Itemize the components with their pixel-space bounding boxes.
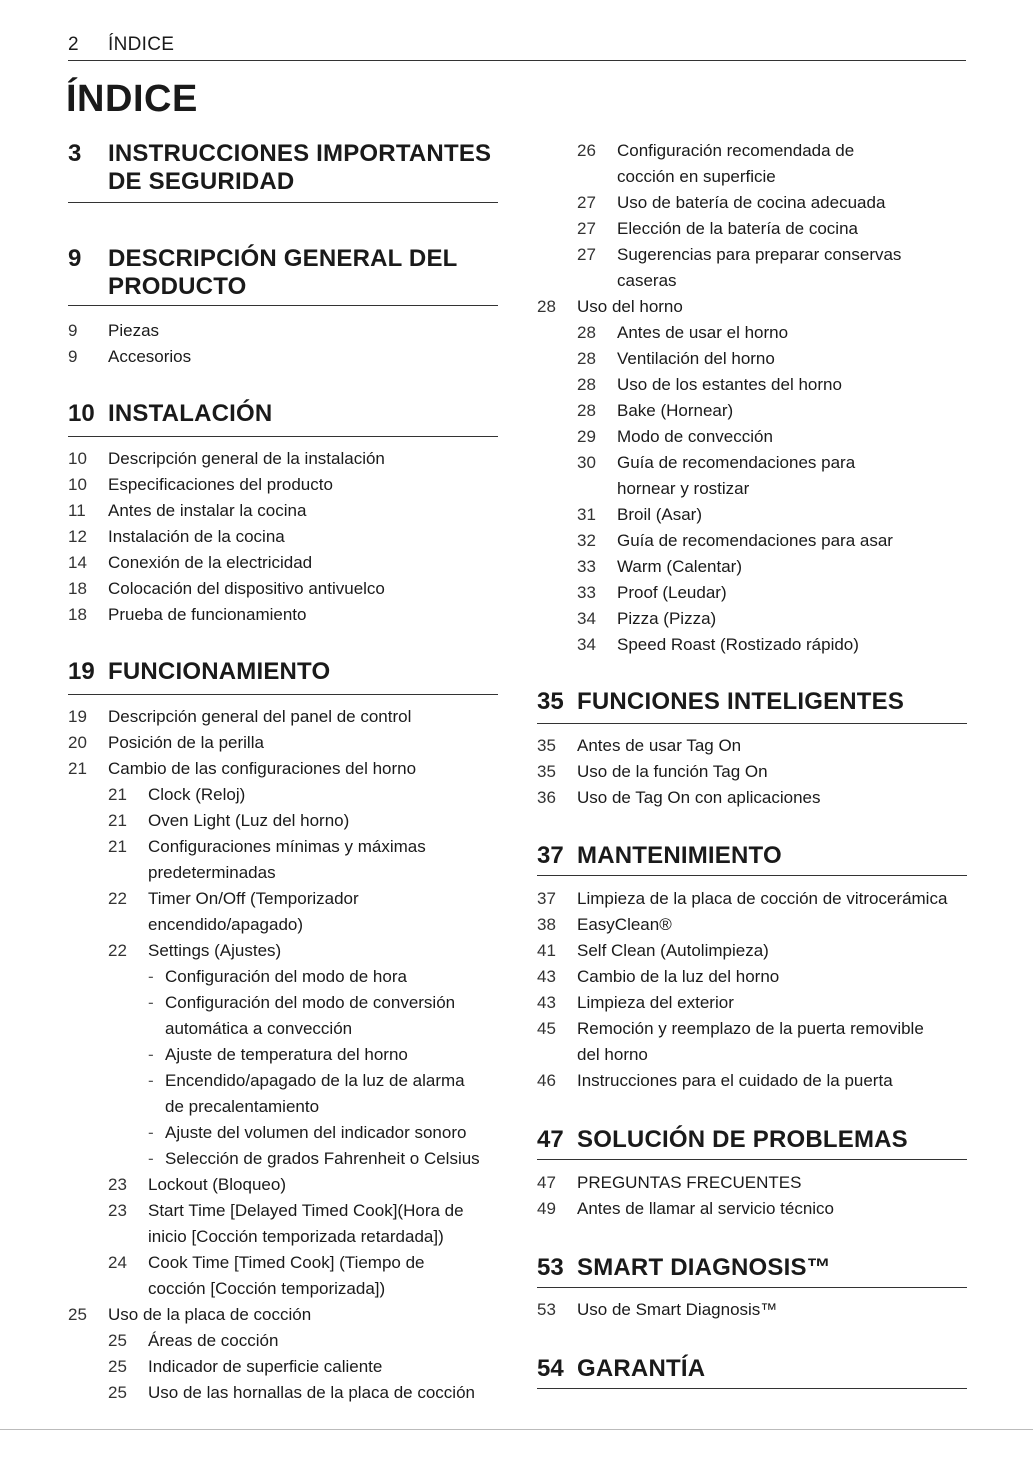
subentry-title: Ajuste del volumen del indicador sonoro — [165, 1123, 467, 1142]
entry-title-cont: inicio [Cocción temporizada retardada]) — [148, 1227, 444, 1246]
entry-page: 25 — [108, 1383, 127, 1402]
entry-title: Modo de convección — [617, 427, 773, 446]
entry-title: Speed Roast (Rostizado rápido) — [617, 635, 859, 654]
entry-title: Uso de batería de cocina adecuada — [617, 193, 886, 212]
toc-entry[interactable] — [537, 1068, 893, 1094]
entry-title: Uso de la placa de cocción — [108, 1305, 312, 1324]
toc-entry[interactable] — [108, 938, 281, 964]
section-title: INSTALACIÓN — [108, 400, 273, 427]
entry-page: 45 — [537, 1019, 556, 1038]
running-head-title: ÍNDICE — [108, 34, 175, 55]
entry-page: 29 — [577, 427, 596, 446]
entry-title: Antes de llamar al servicio técnico — [577, 1199, 835, 1218]
toc-entry[interactable] — [537, 785, 821, 811]
dash: - — [148, 967, 154, 986]
entry-title: Antes de instalar la cocina — [108, 501, 307, 520]
entry-title-cont: hornear y rostizar — [617, 479, 750, 498]
section-title: GARANTÍA — [577, 1355, 706, 1382]
entry-title: PREGUNTAS FRECUENTES — [577, 1173, 802, 1192]
subentry-title: Encendido/apagado de la luz de alarma — [165, 1071, 465, 1090]
toc-section-53[interactable] — [537, 1254, 967, 1288]
entry-page: 43 — [537, 967, 556, 986]
toc-entry[interactable] — [108, 1198, 464, 1250]
entry-page: 22 — [108, 889, 127, 908]
toc-entry[interactable] — [68, 704, 411, 730]
entry-title: Proof (Leudar) — [617, 583, 727, 602]
entry-title: Uso del horno — [577, 297, 683, 316]
entry-page: 33 — [577, 557, 596, 576]
subentry-title: Selección de grados Fahrenheit o Celsius — [165, 1149, 480, 1168]
entry-page: 12 — [68, 527, 87, 546]
toc-entry[interactable] — [577, 580, 727, 606]
section-page: 35 — [537, 688, 564, 715]
entry-title: EasyClean® — [577, 915, 672, 934]
entry-title-cont: cocción en superficie — [617, 167, 776, 186]
entry-page: 31 — [577, 505, 596, 524]
page-number: 2 — [68, 34, 79, 55]
subentry-title: Configuración del modo de conversión — [165, 993, 456, 1012]
toc-section-3[interactable] — [68, 140, 498, 203]
entry-page: 35 — [537, 762, 556, 781]
entry-title: Elección de la batería de cocina — [617, 219, 858, 238]
entry-page: 9 — [68, 321, 78, 340]
entry-page: 23 — [108, 1175, 127, 1194]
dash: - — [148, 1123, 154, 1142]
entry-page: 27 — [577, 219, 596, 238]
entry-title: Configuración recomendada de — [617, 141, 855, 160]
toc-entry[interactable] — [537, 964, 779, 990]
subentry-title-cont: de precalentamiento — [165, 1097, 320, 1116]
toc-entry[interactable] — [577, 242, 901, 294]
entry-page: 28 — [537, 297, 556, 316]
entry-page: 28 — [577, 323, 596, 342]
entry-title: Descripción general del panel de control — [108, 707, 412, 726]
toc-entry[interactable] — [577, 138, 854, 190]
entry-page: 25 — [108, 1357, 127, 1376]
entry-title: Accesorios — [108, 347, 192, 366]
entry-page: 11 — [68, 501, 86, 520]
entry-page: 47 — [537, 1173, 556, 1192]
entry-page: 19 — [68, 707, 87, 726]
toc-section-54[interactable] — [537, 1355, 967, 1389]
entry-page: 37 — [537, 889, 556, 908]
page-title: ÍNDICE — [66, 78, 198, 120]
entry-title: Uso de Smart Diagnosis™ — [577, 1300, 778, 1319]
toc-entry[interactable] — [537, 912, 672, 938]
section-page: 54 — [537, 1355, 564, 1382]
entry-page: 32 — [577, 531, 596, 550]
section-title: SMART DIAGNOSIS™ — [577, 1254, 831, 1281]
entry-page: 10 — [68, 475, 87, 494]
toc-entry[interactable] — [577, 216, 858, 242]
section-page: 47 — [537, 1126, 564, 1153]
toc-entry[interactable] — [537, 1170, 802, 1196]
entry-title: Instalación de la cocina — [108, 527, 285, 546]
toc-section-10[interactable] — [68, 400, 498, 437]
toc-section-35[interactable] — [537, 688, 967, 724]
toc-entry[interactable] — [577, 372, 842, 398]
section-page: 10 — [68, 400, 95, 427]
toc-entry[interactable] — [108, 1328, 278, 1354]
toc-entry[interactable] — [108, 834, 426, 886]
section-title: SOLUCIÓN DE PROBLEMAS — [577, 1126, 908, 1153]
toc-entry[interactable] — [577, 554, 742, 580]
entry-title: Self Clean (Autolimpieza) — [577, 941, 769, 960]
toc-entry[interactable] — [108, 886, 359, 938]
entry-title-cont: caseras — [617, 271, 677, 290]
entry-title: Limpieza de la placa de cocción de vitrocerámica — [577, 889, 948, 908]
entry-title: Descripción general de la instalación — [108, 449, 385, 468]
entry-page: 28 — [577, 349, 596, 368]
entry-title: Cook Time [Timed Cook] (Tiempo de — [148, 1253, 425, 1272]
entry-page: 43 — [537, 993, 556, 1012]
toc-entry[interactable] — [577, 528, 893, 554]
entry-page: 24 — [108, 1253, 127, 1272]
entry-title: Instrucciones para el cuidado de la puerta — [577, 1071, 893, 1090]
entry-title: Timer On/Off (Temporizador — [148, 889, 359, 908]
entry-title: Ventilación del horno — [617, 349, 775, 368]
entry-page: 49 — [537, 1199, 556, 1218]
entry-page: 34 — [577, 635, 596, 654]
toc-entry[interactable] — [108, 782, 245, 808]
toc-entry[interactable] — [577, 320, 788, 346]
entry-page: 10 — [68, 449, 87, 468]
toc-entry[interactable] — [68, 472, 333, 498]
entry-title: Lockout (Bloqueo) — [148, 1175, 286, 1194]
toc-entry[interactable] — [537, 990, 734, 1016]
entry-page: 25 — [108, 1331, 127, 1350]
entry-page: 20 — [68, 733, 87, 752]
entry-title: Uso de Tag On con aplicaciones — [577, 788, 821, 807]
entry-title-cont: del horno — [577, 1045, 648, 1064]
section-page: 37 — [537, 842, 564, 869]
entry-page: 35 — [537, 736, 556, 755]
entry-page: 21 — [108, 785, 127, 804]
toc-entry[interactable] — [108, 1250, 425, 1302]
toc-subentry[interactable] — [148, 1042, 408, 1068]
entry-page: 28 — [577, 375, 596, 394]
entry-title: Áreas de cocción — [148, 1331, 279, 1350]
toc-entry[interactable] — [577, 346, 775, 372]
toc-entry[interactable] — [537, 1196, 834, 1222]
toc-entry[interactable] — [68, 524, 285, 550]
toc-entry[interactable] — [537, 1016, 924, 1068]
entry-title: Colocación del dispositivo antivuelco — [108, 579, 385, 598]
entry-title: Broil (Asar) — [617, 505, 703, 524]
toc-entry[interactable] — [108, 1172, 286, 1198]
toc-entry[interactable] — [68, 576, 385, 602]
entry-page: 25 — [68, 1305, 87, 1324]
toc-section-37[interactable] — [537, 842, 967, 876]
entry-title: Cambio de las configuraciones del horno — [108, 759, 417, 778]
subentry-title: Ajuste de temperatura del horno — [165, 1045, 408, 1064]
entry-page: 9 — [68, 347, 78, 366]
entry-title: Uso de la función Tag On — [577, 762, 768, 781]
toc-entry[interactable] — [537, 1297, 777, 1323]
entry-page: 34 — [577, 609, 596, 628]
section-title: INSTRUCCIONES IMPORTANTES DE SEGURIDAD — [108, 140, 492, 195]
toc-entry[interactable] — [68, 756, 416, 782]
entry-title: Piezas — [108, 321, 160, 340]
entry-title: Uso de los estantes del horno — [617, 375, 842, 394]
subentry-title: Configuración del modo de hora — [165, 967, 407, 986]
entry-page: 14 — [68, 553, 87, 572]
toc-entry[interactable] — [68, 602, 306, 628]
entry-title: Limpieza del exterior — [577, 993, 734, 1012]
entry-title: Warm (Calentar) — [617, 557, 742, 576]
entry-page: 28 — [577, 401, 596, 420]
toc-entry[interactable] — [537, 733, 741, 759]
toc-entry[interactable] — [577, 190, 885, 216]
entry-title-cont: cocción [Cocción temporizada]) — [148, 1279, 386, 1298]
toc-entry[interactable] — [537, 294, 683, 320]
toc-subentry[interactable] — [148, 990, 455, 1042]
toc-entry[interactable] — [108, 808, 349, 834]
toc-section-9[interactable] — [68, 245, 498, 306]
entry-title: Uso de las hornallas de la placa de cocción — [148, 1383, 475, 1402]
entry-title: Oven Light (Luz del horno) — [148, 811, 350, 830]
subentry-title-cont: automática a convección — [165, 1019, 353, 1038]
entry-page: 26 — [577, 141, 596, 160]
toc-entry[interactable] — [68, 1302, 311, 1328]
entry-title: Posición de la perilla — [108, 733, 264, 752]
running-head — [68, 34, 966, 61]
toc-entry[interactable] — [68, 550, 312, 576]
entry-title: Settings (Ajustes) — [148, 941, 282, 960]
entry-title: Pizza (Pizza) — [617, 609, 717, 628]
entry-title: Indicador de superficie caliente — [148, 1357, 383, 1376]
section-title: MANTENIMIENTO — [577, 842, 782, 869]
entry-title: Especificaciones del producto — [108, 475, 333, 494]
entry-page: 21 — [68, 759, 87, 778]
toc-entry[interactable] — [577, 502, 702, 528]
entry-title: Prueba de funcionamiento — [108, 605, 307, 624]
section-title: FUNCIONAMIENTO — [108, 658, 331, 685]
toc-entry[interactable] — [108, 1354, 382, 1380]
toc-section-47[interactable] — [537, 1126, 967, 1160]
section-title: DESCRIPCIÓN GENERAL DEL PRODUCTO — [108, 245, 458, 300]
section-page: 3 — [68, 140, 82, 167]
toc-entry[interactable] — [577, 450, 855, 502]
section-page: 9 — [68, 245, 82, 272]
section-page: 53 — [537, 1254, 564, 1281]
entry-page: 23 — [108, 1201, 127, 1220]
entry-title-cont: encendido/apagado) — [148, 915, 304, 934]
entry-title: Antes de usar el horno — [617, 323, 789, 342]
toc-subentry[interactable] — [148, 1120, 466, 1146]
entry-page: 53 — [537, 1300, 556, 1319]
entry-title: Bake (Hornear) — [617, 401, 734, 420]
dash: - — [148, 1071, 154, 1090]
toc-section-19[interactable] — [68, 658, 498, 695]
entry-title: Remoción y reemplazo de la puerta removible — [577, 1019, 924, 1038]
entry-title: Guía de recomendaciones para asar — [617, 531, 893, 550]
entry-page: 46 — [537, 1071, 556, 1090]
toc-subentry[interactable] — [148, 964, 407, 990]
toc-entry[interactable] — [68, 730, 264, 756]
entry-page: 33 — [577, 583, 596, 602]
section-title: FUNCIONES INTELIGENTES — [577, 688, 905, 715]
toc-entry[interactable] — [537, 759, 768, 785]
entry-title: Clock (Reloj) — [148, 785, 246, 804]
toc-entry[interactable] — [577, 632, 859, 658]
entry-title-cont: predeterminadas — [148, 863, 276, 882]
toc-entry[interactable] — [108, 1380, 475, 1406]
toc-entry[interactable] — [68, 498, 306, 524]
entry-page: 27 — [577, 245, 596, 264]
toc-subentry[interactable] — [148, 1146, 480, 1172]
entry-title: Cambio de la luz del horno — [577, 967, 780, 986]
entry-title: Antes de usar Tag On — [577, 736, 742, 755]
entry-page: 18 — [68, 605, 87, 624]
entry-page: 21 — [108, 837, 127, 856]
toc-subentry[interactable] — [148, 1068, 465, 1120]
footer-rule — [0, 1429, 1033, 1430]
toc-entry[interactable] — [537, 938, 769, 964]
entry-page: 27 — [577, 193, 596, 212]
dash: - — [148, 1149, 154, 1168]
entry-page: 18 — [68, 579, 87, 598]
entry-page: 30 — [577, 453, 596, 472]
entry-title: Guía de recomendaciones para — [617, 453, 856, 472]
toc-entry[interactable] — [68, 318, 159, 344]
entry-page: 41 — [537, 941, 556, 960]
entry-title: Start Time [Delayed Timed Cook](Hora de — [148, 1201, 464, 1220]
dash: - — [148, 993, 154, 1012]
toc-entry[interactable] — [68, 344, 191, 370]
section-page: 19 — [68, 658, 95, 685]
toc-entry[interactable] — [577, 398, 733, 424]
entry-page: 36 — [537, 788, 556, 807]
entry-page: 21 — [108, 811, 127, 830]
toc-entry[interactable] — [68, 446, 385, 472]
entry-title: Configuraciones mínimas y máximas — [148, 837, 426, 856]
toc-entry[interactable] — [577, 606, 716, 632]
dash: - — [148, 1045, 154, 1064]
entry-page: 38 — [537, 915, 556, 934]
entry-page: 22 — [108, 941, 127, 960]
toc-entry[interactable] — [537, 886, 947, 912]
toc-entry[interactable] — [577, 424, 773, 450]
entry-title: Conexión de la electricidad — [108, 553, 313, 572]
entry-title: Sugerencias para preparar conservas — [617, 245, 902, 264]
